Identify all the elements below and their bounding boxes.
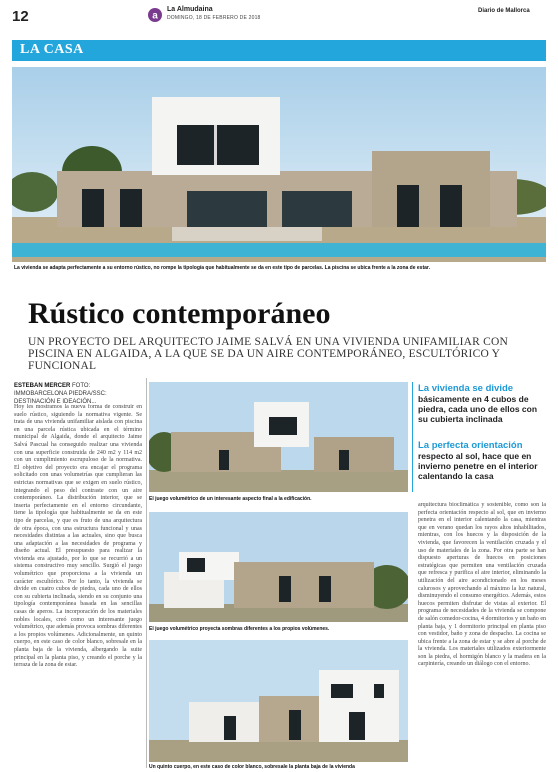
quote-divider: [412, 382, 413, 492]
supplement-name: La Almudaina: [167, 6, 213, 13]
photo-2-caption: El juego volumétrico de un interesante aspecto final a la edificación.: [149, 496, 312, 502]
hero-photo: [12, 67, 546, 262]
photo-3: [149, 512, 408, 622]
section-label: LA CASA: [20, 42, 84, 57]
section-band: [12, 40, 546, 61]
house-front-illustration: [149, 640, 408, 762]
photo-4: [149, 640, 408, 762]
hero-caption: La vivienda se adapta perfectamente a su entorno rústico, no rompe la tipología que habitualmente se da en este tipo de parcelas. La piscina se ubica frente a la zona de estar.: [14, 265, 430, 271]
photo-3-caption: El juego volumétrico proyecta sombras diferentes a los propios volúmenes.: [149, 626, 330, 632]
article-subtitle: UN PROYECTO DEL ARQUITECTO JAIME SALVÁ EN UNA VIVIENDA UNIFAMILIAR CON PISCINA EN ALGAIDA, A LA QUE SE DA UN AIRE CONTEMPORÁNEO, ESCULTÓRICO Y FUNCIONAL: [28, 336, 508, 372]
photo-2: [149, 382, 408, 492]
brand-logo-icon: [148, 8, 162, 22]
issue-date: DOMINGO, 18 DE FEBRERO DE 2018: [167, 15, 261, 21]
byline-credit: FOTO: IMMOBARCELONA PIEDRA/SSC: DESTINACIÓN E IDEACIÓN...: [14, 383, 107, 405]
byline: [14, 382, 144, 406]
house-corner-illustration: [149, 512, 408, 622]
svg-text:a: a: [152, 10, 158, 22]
pullquote-1-body: básicamente en 4 cubos de piedra, cada uno de ellos con su cubierta inclinada: [418, 394, 538, 424]
page-number: 12: [12, 8, 29, 25]
newspaper-name: Diario de Mallorca: [478, 8, 530, 14]
house-side-illustration: [149, 382, 408, 492]
pullquote-1: [418, 383, 546, 424]
article-column-2: arquitectura bioclimática y sostenible, como son la perfecta orientación respecto al sol, que en invierno penetra en el interior calentando la casa, mientras que en verano quedan los rayos altos inhabilitados, mientras, con los huecos y la disposición de la vivienda, que favorecen la ventilación cruzada y el uso de materiales de la zona. Por otra parte se han dispuesto aperturas de huecos en posiciones estratégicas que permiten una ventilación cruzada que refresca y purifica el aire interior, eliminando la utilización del aire acondicionado en los meses calurosos y aprovechando al máximo la luz natural, disminuyendo el consumo energético. Además, estos huecos permiten disfrutar de vistas al exterior. El programa de necesidades de la vivienda se compone de salón comedor-cocina, 4 dormitorios y un baño en planta baja, y 1 dormitorio principal en planta piso con vestidor, baño y zona de despacho. La cocina se ubica frente a la zona de estar y se abre al porche de la vivienda. Los materiales utilizados exteriormente son la piedra, el hormigón blanco y la madera en la carpintería, creando un diálogo con el entorno.: [418, 502, 546, 668]
pullquote-1-head: La vivienda se divide: [418, 383, 514, 394]
photo-4-caption: Un quinto cuerpo, en este caso de color blanco, sobresale la planta baja de la vivienda: [149, 764, 355, 770]
article-title: Rústico contemporáneo: [28, 297, 331, 330]
pullquote-2-body: respecto al sol, hace que en invierno penetre en el interior calentando la casa: [418, 451, 538, 481]
byline-author: ESTEBAN MERCER: [14, 383, 71, 389]
hero-house-illustration: [12, 67, 546, 262]
article-column-1: Hoy les mostramos la nueva forma de construir en suelo rústico, siguiendo la normativa vigente. Se trata de una vivienda unifamiliar aislada con piscina en una parcela rústica ubicada en el término municipal de Algaida, donde el arquitecto Jaime Salvá Pascual ha conseguido realizar una vivienda con una superficie construida de 240 m2 y 114 m2 con un cumplimiento escrupuloso de la normativa. El objetivo del proyecto era encajar el programa solicitado con unas volumetrías que cumplieran las estrictas normativas que se exigen en suelo rústico, integrando el peso del contraste con un aire contemporáneo. La distribución interior, que se inserta perfectamente en el entorno circundante, tiene la tipología que habitualmente se da en este tipo de parcelas, y que es fruto de una arquitectura de otra época, con una estructura funcional y unas necesidades distintas a las actuales, sino que busca una adaptación a las necesidades de programa y diseño actual. El presupuesto para realizar la vivienda era ajustado, por lo que se recurrió a un sistema constructivo muy sencillo. Surgió el juego volumétrico que proporciona a la vivienda un carácter escultórico. Por lo tanto, la vivienda se divide en cuatro cubos de piedra, cada uno de ellos con su cubierta inclinada, siendo en su conjunto una tipología contemporánea basada en las sencillas casas de aperos. La incorporación de los materiales nobles locales, creó como un interesante juego volumétrico, que además provoca sombras diferentes a los propios volúmenes. Adicionalmente, un quinto cuerpo, en este caso de color blanco, sobresale en la planta baja de la vivienda, albergando la suite principal en la planta piso, y creando el porche y la terraza de la zona de estar.: [14, 404, 142, 669]
column-divider: [146, 378, 147, 768]
pullquote-2-head: La perfecta orientación: [418, 440, 523, 451]
pullquote-2: [418, 440, 546, 481]
